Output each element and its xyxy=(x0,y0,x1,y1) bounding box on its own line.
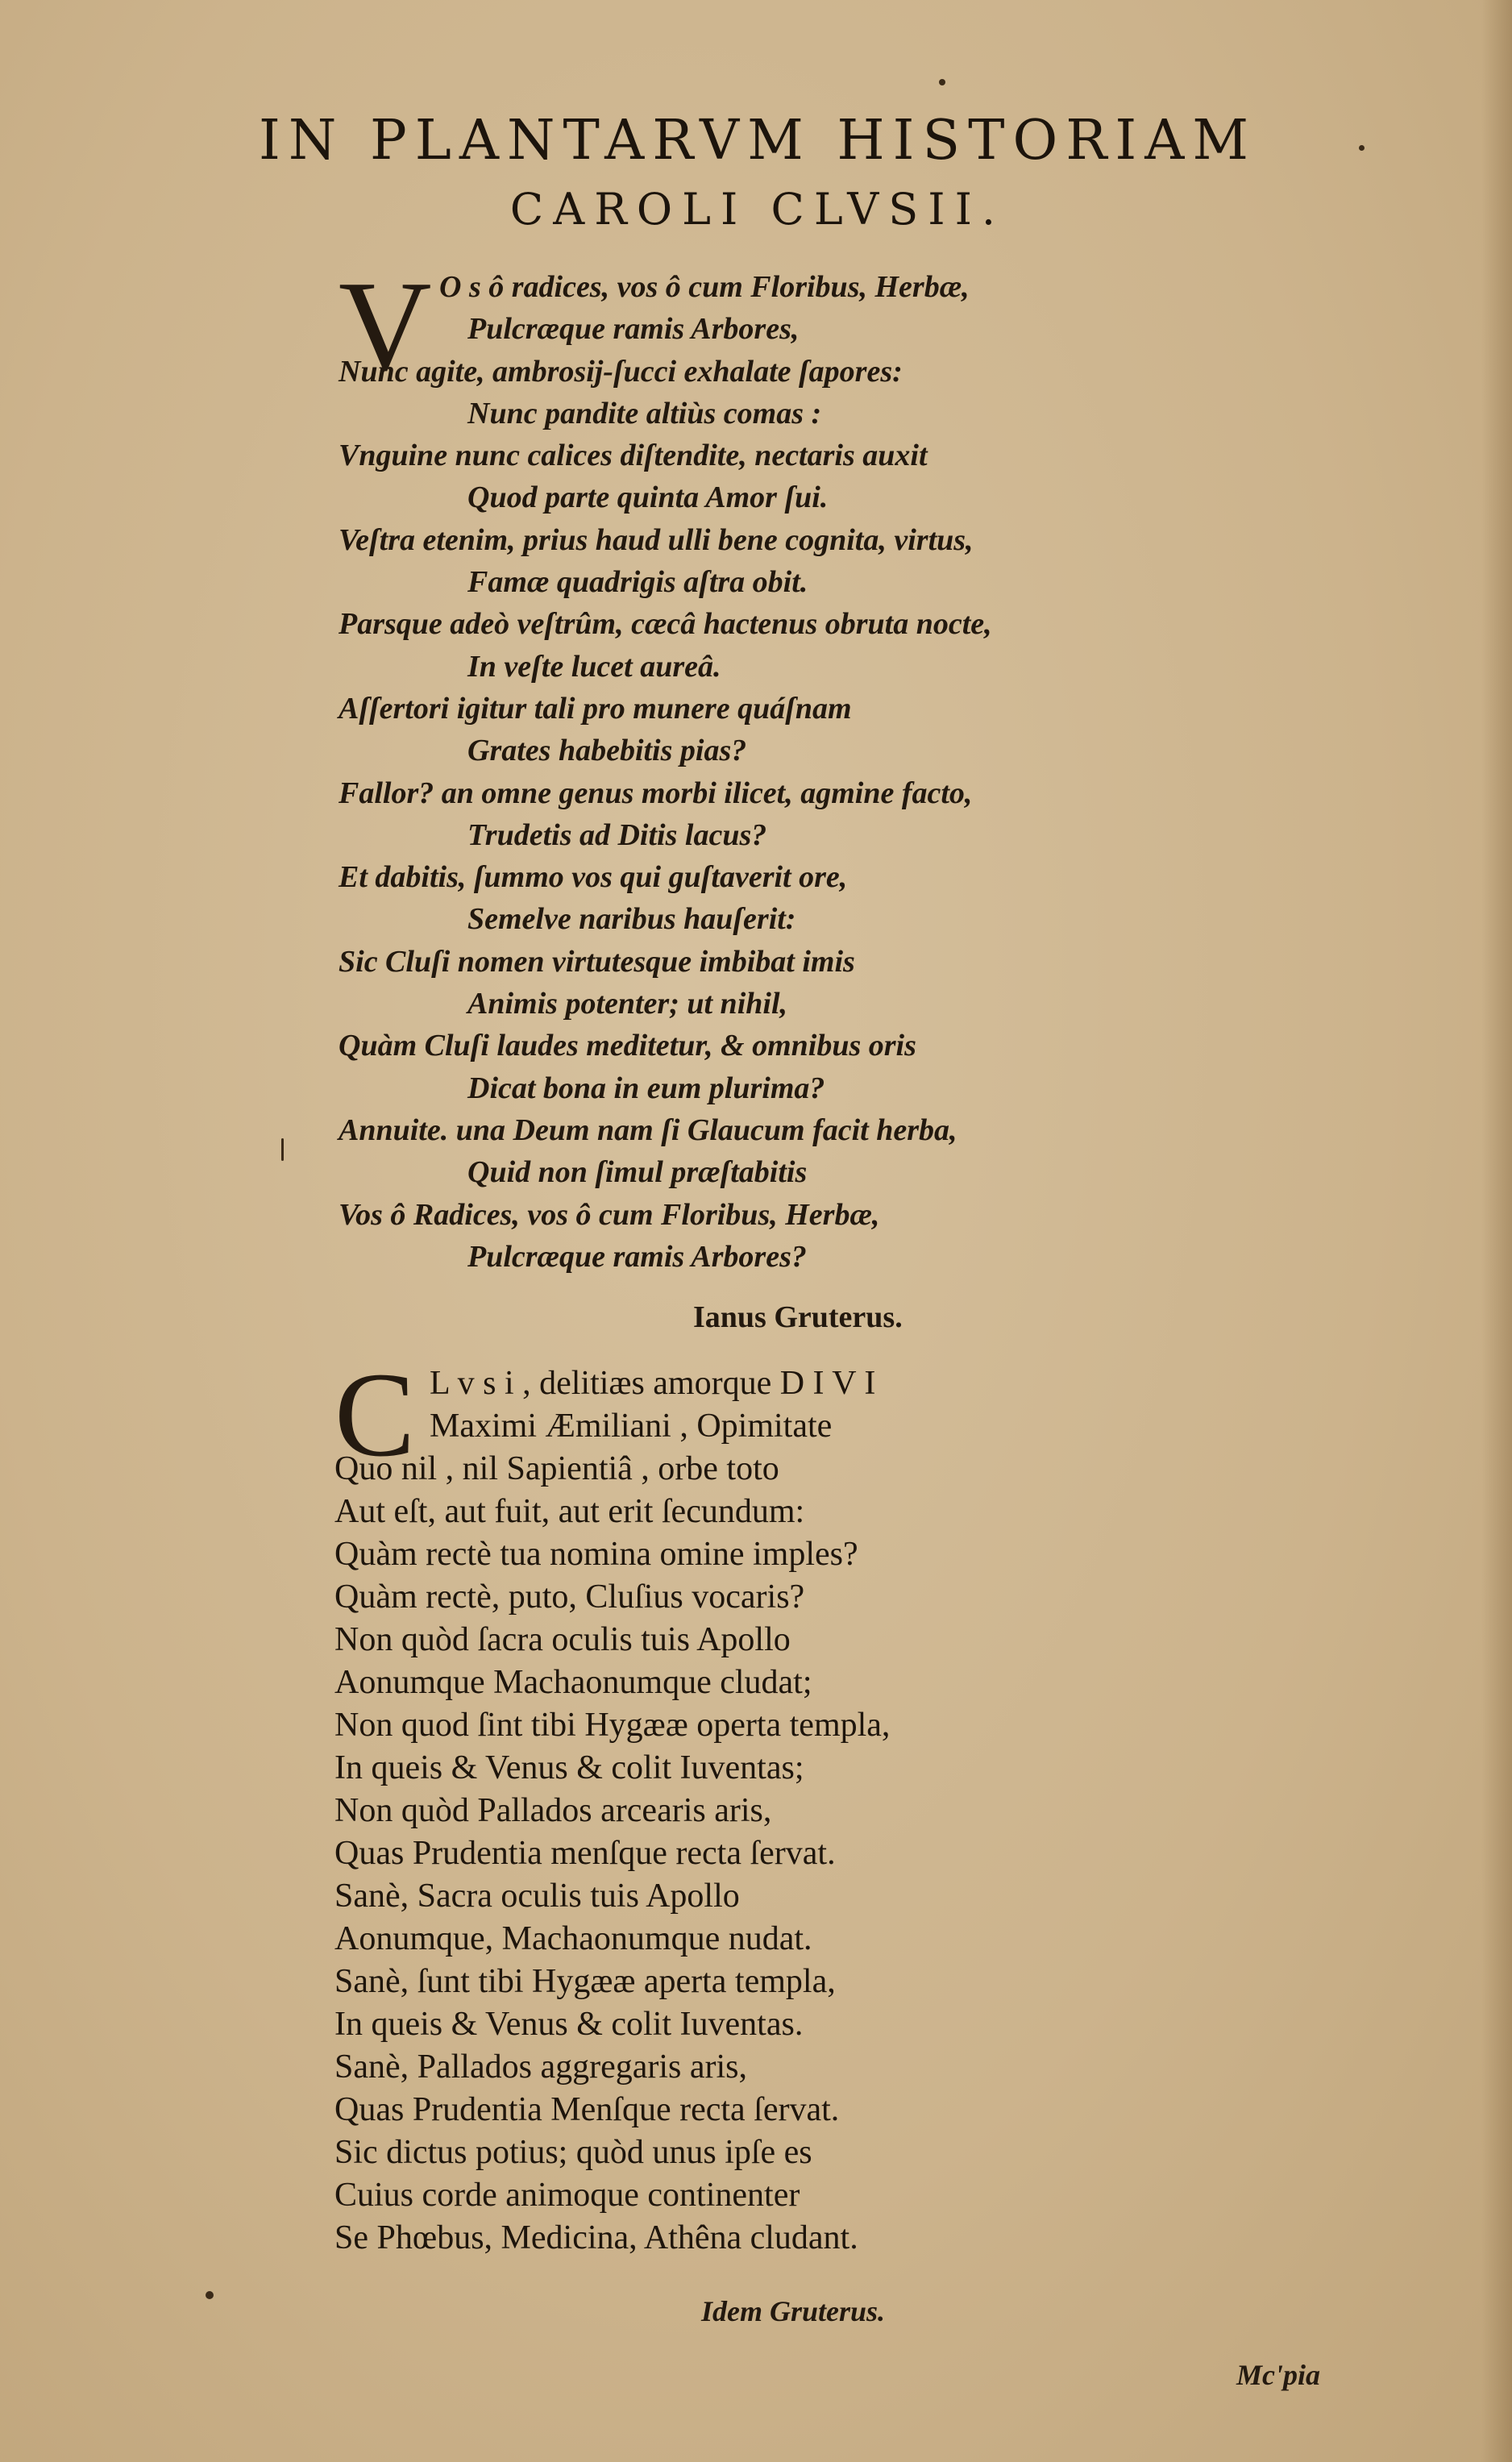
poem-line: Non quòd ſacra oculis tuis Apollo xyxy=(334,1621,791,1658)
page-title: IN PLANTARVM HISTORIAM xyxy=(258,109,1257,173)
poem-line: Quàm rectè, puto, Cluſius vocaris? xyxy=(334,1578,805,1616)
poem-line: Maximi Æmiliani , Opimitate xyxy=(430,1408,833,1445)
poem-line: Nunc pandite altiùs comas : xyxy=(467,396,822,430)
page-subtitle: CAROLI CLVSII. xyxy=(509,184,1006,235)
signature-ianus-gruterus: Ianus Gruterus. xyxy=(693,1300,903,1334)
drop-cap-c: C xyxy=(334,1348,416,1482)
poem-line: In veſte lucet aureâ. xyxy=(467,649,721,684)
page-edge-shadow xyxy=(1481,0,1512,2462)
poem-line: Quàm Cluſi laudes meditetur, & omnibus oris xyxy=(339,1029,916,1063)
poem-line: In queis & Venus & colit Iuventas. xyxy=(334,2006,804,2043)
poem-line: Parsque adeò veſtrûm, cæcâ hactenus obruta nocte, xyxy=(339,607,992,642)
poem-line: Vnguine nunc calices diſtendite, nectaris auxit xyxy=(339,439,928,473)
poem-line: Annuite. una Deum nam ſi Glaucum facit herba, xyxy=(339,1112,957,1147)
poem-line: Quid non ſimul præſtabitis xyxy=(467,1155,808,1190)
poem-line: Quod parte quinta Amor ſui. xyxy=(467,480,829,515)
poem-first-lines xyxy=(339,254,1225,1278)
poem-line: Aſſertori igitur tali pro munere quáſnam xyxy=(339,691,852,726)
poem-line: Aonumque Machaonumque cludat; xyxy=(334,1664,812,1701)
poem-line: Nunc agite, ambrosij-ſucci exhalate ſapores: xyxy=(339,354,903,389)
poem-line: Sic dictus potius; quòd unus ipſe es xyxy=(334,2134,812,2171)
poem-line: Sanè, Sacra oculis tuis Apollo xyxy=(334,1878,740,1915)
poem-line: Aut eſt, aut fuit, aut erit ſecundum: xyxy=(334,1493,805,1530)
poem-line: Quo nil , nil Sapientiâ , orbe toto xyxy=(334,1450,779,1487)
ink-speck xyxy=(206,2291,214,2299)
poem-line: Aonumque, Machaonumque nudat. xyxy=(334,1920,812,1957)
signature-idem-gruterus: Idem Gruterus. xyxy=(701,2295,886,2327)
poem-line: Veſtra etenim, prius haud ulli bene cognita, virtus, xyxy=(339,522,974,557)
poem-line: Sanè, Pallados aggregaris aris, xyxy=(334,2048,748,2086)
poem-line: Famæ quadrigis aſtra obit. xyxy=(467,565,808,600)
poem-line: Fallor? an omne genus morbi ilicet, agmine facto, xyxy=(339,776,973,810)
poem-line: Vos ô Radices, vos ô cum Floribus, Herbæ, xyxy=(339,1197,880,1232)
poem-line: Quàm rectè tua nomina omine imples? xyxy=(334,1536,858,1573)
poem-line: Quas Prudentia menſque recta ſervat. xyxy=(334,1835,836,1872)
poem-line: In queis & Venus & colit Iuventas; xyxy=(334,1749,804,1786)
poem-line: O s ô radices, vos ô cum Floribus, Herbæ, xyxy=(439,270,970,304)
poem-line: Se Phœbus, Medicina, Athêna cludant. xyxy=(334,2219,858,2256)
poem-line: Sanè, ſunt tibi Hygææ aperta templa, xyxy=(334,1963,836,2000)
poem-second xyxy=(334,1348,1221,2260)
poem-line: Et dabitis, ſummo vos qui guſtaverit ore, xyxy=(339,860,848,895)
drop-cap-v: V xyxy=(339,254,432,397)
ink-mark xyxy=(281,1138,284,1161)
poem-line: Pulcræque ramis Arbores, xyxy=(467,312,800,347)
poem-line: Trudetis ad Ditis lacus? xyxy=(467,817,767,852)
poem-first xyxy=(339,254,1225,1278)
poem-line: Animis potenter; ut nihil, xyxy=(467,987,787,1021)
poem-line: Non quòd Pallados arcearis aris, xyxy=(334,1792,772,1829)
poem-line: Semelve naribus hauſerit: xyxy=(467,902,796,937)
ink-speck xyxy=(1359,145,1365,151)
poem-line: Cuius corde animoque continenter xyxy=(334,2177,800,2214)
poem-line: Pulcræque ramis Arbores? xyxy=(467,1239,807,1274)
catchword: Mc'pia xyxy=(1236,2359,1320,2391)
poem-line: L v s i , delitiæs amorque D I V I xyxy=(430,1365,876,1402)
poem-line: Dicat bona in eum plurima? xyxy=(467,1071,825,1105)
poem-second-lines xyxy=(334,1348,1221,2260)
poem-line: Sic Cluſi nomen virtutesque imbibat imis xyxy=(339,944,855,979)
ink-speck xyxy=(939,79,945,85)
poem-line: Grates habebitis pias? xyxy=(467,734,747,768)
poem-line: Quas Prudentia Menſque recta ſervat. xyxy=(334,2091,840,2128)
poem-line: Non quod ſint tibi Hygææ operta templa, xyxy=(334,1707,891,1744)
